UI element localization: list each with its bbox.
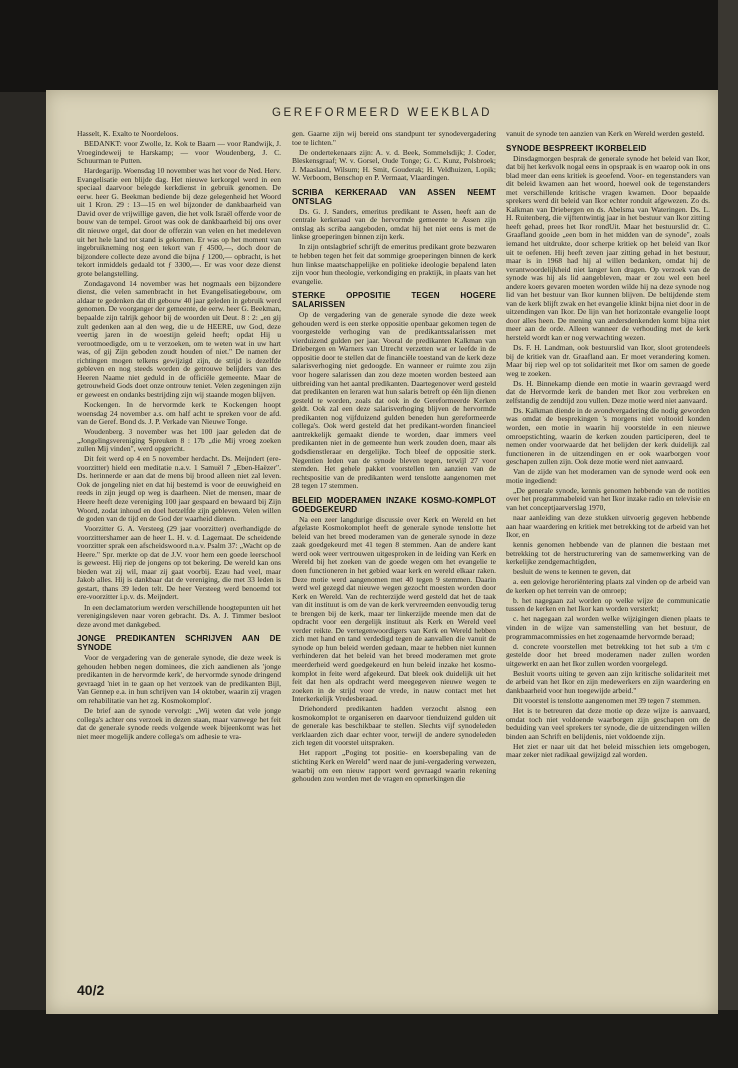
paragraph: Kockengen. In de hervormde kerk te Kockengen hoopt woensdag 24 november a.s. om half acht te spreken voor de afd. van de Geref. Bond ds. J. P. Verkade van Nieuwe Tonge.: [77, 399, 281, 427]
article-headline: BELEID MODERAMEN INZAKE KOSMO-KOMPLOT GOEDGEKEURD: [292, 495, 496, 514]
scan-dark-border-right: [718, 0, 738, 1068]
paragraph: Dinsdagmorgen besprak de generale synode het beleid van Ikor, dat bij het kerkvolk nogal eens in opspraak is en waarop ook in ons blad meer dan eens kritiek is geoefend. Voor- en tegenstanders van dit beleid kwamen aan het woord, hoewel ook de tegenstanders met verschillende kritische vragen kwamen. Door bepaalde sprekers werd dit beleid van Ikor echter ronduit afgewezen. Zo ds. Kalkman van Driebergen en ds. Abelsma van Wateringen. Ds. L. H. Ruitenberg, die vijftentwintig jaar in het bestuur van Ikor zitting heeft gehad, prees het Ikor rondUit. Maar het bestuurslid dr. C. Graafland gooide „een bom in het midden van de synode", zoals iemand het uitdrukte, door scherpe kritiek op het beleid van Ikor uit te oefenen. Hij heeft zeven jaar zitting gehad in het bestuur, maar is in 1968 had hij al willen bedanken, omdat hij de verantwoordelijkheid niet langer kon dragen. Op verzoek van de synode was hij als lid aangebleven, maar er zou wel een heel andere koers gevaren moeten worden wilde hij na deze synode nog lid van het bestuur van Ikor kunnen blijven. De beltijdende stem van de kerk blijft zwak en het evangelie klinkt bijna niet door in de uitzendingen van Ikor. De lijn van het horizontale evangelie loopt door alles heen. De mening van andersdenkenden komt bijna niet meer aan de orde. Alleen wanneer de verhouding met de kerk hersteld wordt kan er nog verwachting wezen.: [506, 153, 710, 343]
paragraph: De brief aan de synode vervolgt: „Wij weten dat vele jonge collega's achter ons verzoek in dezen staan, maar vanwege het feit dat de generale synode reeds volgende week bijeenkomt was het niet meer mogelijk andere collega's om adhesie te vra-: [77, 705, 281, 741]
paragraph: Ds. H. Binnekamp diende een motie in waarin gevraagd werd dat de Hervormde kerk de banden met Ikor zou verbreken en zelfstandig de zendtijd zou vullen. Deze motie werd niet aanvaard.: [506, 378, 710, 405]
paragraph: BEDANKT: voor Zwolle, Iz. Kok te Baarn — voor Randwijk, J. Vroegindeweij te Harskamp; — voor Woudenberg, J. C. Schuurman te Putten.: [77, 139, 281, 166]
paragraph: Het ziet er naar uit dat het beleid misschien iets omgebogen, maar zeker niet radikaal gewijzigd zal worden.: [506, 741, 710, 760]
paragraph: c. het nagegaan zal worden welke wijzigingen dienen plaats te vinden in de wijze van samenstelling van het bestuur, de programmacommissies en het zogenaamde hervormde beraad;: [506, 614, 710, 641]
page-number: 40/2: [77, 982, 105, 998]
paragraph: Van de zijde van het moderamen van de synode werd ook een motie ingediend:: [506, 467, 710, 485]
paragraph: Ds. F. H. Landman, ook bestuurslid van Ikor, sloot grotendeels bij de kritiek van dr. Graafland aan. Er moet verandering komen. Maar bij riep wel op tot solidariteit met Ikor om samen de goede weg te zoeken.: [506, 343, 710, 378]
paragraph: Ds. G. J. Sanders, emeritus predikant te Assen, heeft aan de centrale kerkeraad van de hervormde gemeente te Assen zijn ontslag als scriba aangeboden, omdat hij het niet eens is met de linkse groeperingen binnen zijn kerk.: [292, 206, 496, 242]
paragraph: „De generale synode, kennis genomen hebbende van de notities over het programmabeleid van het Ikor inzake radio en televisie en van het conceptjaarverslag 1970,: [506, 485, 710, 512]
paragraph: Hasselt, K. Exalto te Noordeloos.: [77, 130, 179, 138]
paragraph: Woudenberg. 3 november was het 100 jaar geleden dat de „Jongelingsvereniging Spreuken 8 : 17b „die Mij vroeg zoeken zullen Mij vinden", werd opgericht.: [77, 427, 281, 454]
scan-dark-border-bottom: [0, 1010, 738, 1068]
paragraph: In zijn ontslagbrief schrijft de emeritus predikant grote bezwaren te hebben tegen het feit dat sommige groeperingen binnen de kerk hun linkse maatschappelijke en politieke ideologie bepalend laten zijn voor hun theologie, verkondiging en praktijk, in plaats van het evangelie.: [292, 242, 496, 286]
newspaper-page: [46, 90, 718, 1014]
article-headline: SYNODE BESPREEKT IKORBELEID: [506, 143, 647, 153]
paragraph: Het rapport „Poging tot positie- en koersbepaling van de stichting Kerk en Wereld" werd naar de juni-vergadering verwezen, waarbij om een nieuw rapport werd gevraagd waarin rekening gehouden zou worden met de vragen en opmerkingen die: [292, 748, 496, 784]
paragraph: a. een gelovige heroriëntering plaats zal vinden op de arbeid van de kerken op het terrein van de omroep;: [506, 577, 710, 595]
paragraph: gen. Gaarne zijn wij bereid ons standpunt ter synodevergadering toe te lichten.": [292, 130, 496, 147]
paragraph: De ondertekenaars zijn: A. v. d. Beek, Sommelsdijk; J. Coder, Bleskensgraaf; W. v. Gorsel, Oude Tonge; G. C. Kunz, Polsbroek; J. Maasland, Wilsum; H. Smit, Gouderak; H. Veldhuizen, Lopik; W. Verboom, Benschop en P. Vermaat, Vlaardingen.: [292, 147, 496, 183]
paragraph: d. concrete voorstellen met betrekking tot het sub a t/m c gestelde door het breed moderamen nader zullen worden uitgewerkt en aan het Ikor zullen worden voorgelegd.: [506, 641, 710, 668]
paragraph: Hardegarijp. Woensdag 10 november was het voor de Ned. Herv. Evangelisatie een blijde dag. Het nieuwe kerkorgel werd in een speciaal daarvoor belegde kerkdienst in gebruik genomen. De eerw. heer G. Beekman bediende bij deze gelegenheid het Woord uit 1 Kron. 29 : 13—15 en wel bijzonder de dankbaarheid van David over de vrijwillige gaven, die het volk Israël offerde voor de bouw van de tempel. Groot was ook de dankbaarheid bij ons over dit nieuwe orgel, dat door de offerzin van velen en het medeleven uit het hele land tot stand is gekomen. Er was op het moment van ingebruikneming nog een tekort van ƒ 4500,—, doch door de bijzondere collecte deze avond die bijna ƒ 1200,— opbracht, is het tekort inmiddels gedaald tot ƒ 3300,—. Er was voor deze dienst grote belangstelling.: [77, 166, 281, 278]
paragraph: Besluit voorts uiting te geven aan zijn kritische solidariteit met de arbeid van het Ikor en zijn medewerkers en zijn waardering en dankbaarheid voor hun toegewijde arbeid.": [506, 668, 710, 695]
paragraph: Ds. Kalkman diende in de avondvergadering die nodig geworden was omdat de besprekingen 's morgens niet voltooid konden worden, een motie in waarin hij voorstelde in een nieuwe omroepstichting, waarin de kerken zouden participeren, deel te nemen onder voorwaarde dat het belijden der kerk duidelijk zal functioneren in de uitzendingen en er ook waarborgen voor geschapen zullen zijn. Ook deze motie werd niet aanvaard.: [506, 405, 710, 467]
article-headline: SCRIBA KERKERAAD VAN ASSEN NEEMT ONTSLAG: [292, 187, 496, 206]
paragraph: Zondagavond 14 november was het nogmaals een bijzondere dienst, die velen samenbracht in het Evangelisatiegebouw, om aldaar te gedenken dat dit gebouw 40 jaar geleden in gebruik werd genomen. De voorganger der gemeente, de eerw. heer G. Beekman, bepaalde zijn talrijk gehoor bij de woorden uit Deut. 8 : 2: „en gij zult gedenken aan al den weg, die u de HEERE, uw God, deze veertig jaren in de woestijn geleid heeft; opdat Hij u verootmoedigde, om u te verzoeken, om te weten wat in uw hart was, of gij Zijn geboden zoudt houden of niet." De namen der richtingen mogen telkens gewijzigd zijn, de strijd is dezelfde gebleven en nog steeds worden de getrouwe belijders van des Heeren Naame niet geduld in de officiële gemeente. Maar de getrouwheid Gods doet onze ontrouw teniet. Velen zegeningen zijn er geweest en ondanks bestrijding zijn wij staande mogen blijven.: [77, 278, 281, 399]
paragraph: Voor de vergadering van de generale synode, die deze week is gehouden hebben negen dominees, die zich aandienen als 'jonge predikanten in de hervormde kerk', de hervormde synode dringend gevraagd 'niet in te gaan op het verzoek van de predikanten Bijl, Van Gennep e.a. in hun schrijven van 14 oktober, waarin zij vragen om rehabilitatie van het zg. Kosmokomplot'.: [77, 653, 281, 705]
paragraph: Driehonderd predikanten hadden verzocht alsnog een kosmokomplot te organiseren en daarvoor tienduizend gulden uit de generale kas beschikbaar te stellen. Slechts vijf synodeleden verklaarden zich daar echter voor, terwijl de andere synodeleden zich tegen dit voorstel uitspraken.: [292, 704, 496, 748]
column-left: [77, 130, 281, 1006]
paragraph: Op de vergadering van de generale synode die deze week gehouden werd is een sterke oppositie openbaar gekomen tegen de voorgestelde verhoging van de predikantssalarissen met vierduizend gulden per jaar. Vooral de predikanten Kalkman van Driebergen en Warners van Utrecht verzetten wat er leefde in de oppositie door te stellen dat de financiële toestand van de kerk deze salarisverhoging niet gedoogde. En wanneer er ruimte zou zijn voor hogere salarissen dan zou deze moeten worden besteed aan uitbreiding van het aantal predikanten. Daartegenover werd gesteld dat predikanten en leraren wat hun salaris betreft op één lijn dienen gesteld te worden, zoals dat ook in de Gereformeerde Kerken geldt. Ook zal een deze salarisverhoging blijven de hervormde predikanten nog vijfduizend gulden beneden hun gereformeerde collega's. Ook werd gesteld dat het predikant-worden financieel aantrekkelijk gemaakt diende te worden, daar immers veel predikanten niet in de gemeente hun werk zouden doen, maar als godsdienstleraar en dergelijke. Toch bleef de oppositie sterk. Negentien leden van de synode bleven tegen, terwijl 27 voor stemden. Het gehele pakket voorstellen ten aanzien van de rechtspositie van de predikanten werd tenslotte aangenomen met 28 tegen 17 stemmen.: [292, 310, 496, 491]
scan-dark-border-top: [0, 0, 738, 92]
paragraph: kennis genomen hebbende van de plannen die bestaan met betrekking tot de herstructurering van de samenwerking van de kerkelijke zendgemachtigden,: [506, 540, 710, 567]
paragraph: In een declamatorium werden verschillende hoogtepunten uit het verenigingsleven naar voren gebracht. Ds. A. J. Timmer besloot deze avond met dankgebed.: [77, 602, 281, 629]
column-right: [506, 130, 710, 1006]
paragraph: Dit feit werd op 4 en 5 november herdacht. Ds. Meijndert (ere-voorzitter) hield een meditatie n.a.v. 1 Samuël 7 „Eben-Haëzer". Ds. herinnerde er aan dat de mens bij brood alleen niet zal leven. Ook de jongeling niet en dat hij bestemd is voor de eeuwigheid en reeds in zijn jeugd op weg is daarheen. Niet de mensen, maar de Heere heeft deze vereniging 100 jaar gespaard en bewaard bij Zijn Woord, zodat inhoud en doel hetzelfde zijn gebleven. Velen willen de goden van de tijd en de God der waarheid dienen.: [77, 454, 281, 524]
masthead: GEREFORMEERD WEEKBLAD: [271, 107, 493, 119]
paragraph: b. het nagegaan zal worden op welke wijze de communicatie tussen de kerken en het Ikor kan worden versterkt;: [506, 595, 710, 614]
paragraph: vanuit de synode ten aanzien van Kerk en Wereld werden gesteld.: [506, 130, 705, 138]
article-headline: JONGE PREDIKANTEN SCHRIJVEN AAN DE SYNODE: [77, 634, 281, 653]
paragraph: Dit voorstel is tenslotte aangenomen met 39 tegen 7 stemmen.: [513, 695, 701, 705]
column-middle: [292, 130, 496, 1006]
paragraph: Voorzitter G. A. Versteeg (29 jaar voorzitter) overhandigde de voorzittershamer aan de heer L. H. v. d. Lagemaat. De scheidende voorzitter sprak een afscheidswoord n.a.v. Psalm 37: „Wacht op de Heere." Spr. merkte op dat de J.V. voor hem een goede leerschool is geweest. Hij riep de jongens op tot bekering. De wereld kan ons bieden wat zij wil, maar zij gaat voorbij. Ezau had veel, maar Jakob alles. Hij is dankbaar dat de vereniging, die met 33 leden is gestart, thans 39 leden telt. De heer Versteeg werd benoemd tot ere-voorzitter i.p.v. ds. Meijndert.: [77, 524, 281, 602]
paragraph: Na een zeer langdurige discussie over Kerk en Wereld en het afgelaste Kosmokomplot heeft de generale synode tenslotte het beleid van het breed moderamen van de generale synode in deze zaak goedgekeurd met 41 tegen 8 stemmen. Aan de andere kant werd ook weer vertrouwen uitgesproken in de leiding van Kerk en Wereld bij het zoeken van de goede wegen om het evangelie te doen functioneren in het gebied waar kerk en wereld elkaar raken. Deze motie werd aangenomen met 40 tegen 9 stemmen. Daarin werd wel gezegd dat nieuwe wegen gezocht moesten worden door Kerk en Wereld. Van de rechterzijde werd gesteld dat het de taak van dit instituut is om de van de kerk vervreemden eenvoudig terug te brengen bij de kerk, maar ter linkerzijde meende men dat de opdracht voor een dergelijk instituut als Kerk en Wereld veel verder reikte. De vertegenwoordigers van Kerk en Wereld hebben zich met hand en tand verdedigd tegen de aanvallen die vanuit de synode op hun beleid werden gedaan, maar te hebben niet kunnen verhinderen dat het beleid van het breed moderamen met grote meerderheid werd goedgekeurd en hun beleid inzake het kosmo-komplot in feite werd afgekeurd. Dat bleek ook duidelijk uit het feit dat hen als opdracht werd meegegeven nieuwe wegen te zoeken in de strijd voor de vrede, in nauw contact met het Interkerkelijk Vredesberaad.: [292, 514, 496, 704]
article-headline: STERKE OPPOSITIE TEGEN HOGERE SALARISSEN: [292, 291, 496, 310]
paragraph: besluit de wens te kennen te geven, dat: [513, 567, 631, 577]
paragraph: Het is te betreuren dat deze motie op deze wijze is aanvaard, omdat toch niet voldoende waarborgen zijn geschapen om de beduiding van veel sprekers ter synode, die de uitzendingen willen binden aan Schrift en belijdenis, niet voldoende zijn.: [506, 705, 710, 741]
paragraph: naar aanleiding van deze stukken uitvoerig gegeven hebbende aan haar waardering en kritiek met betrekking tot de arbeid van het Ikor, en: [506, 512, 710, 540]
